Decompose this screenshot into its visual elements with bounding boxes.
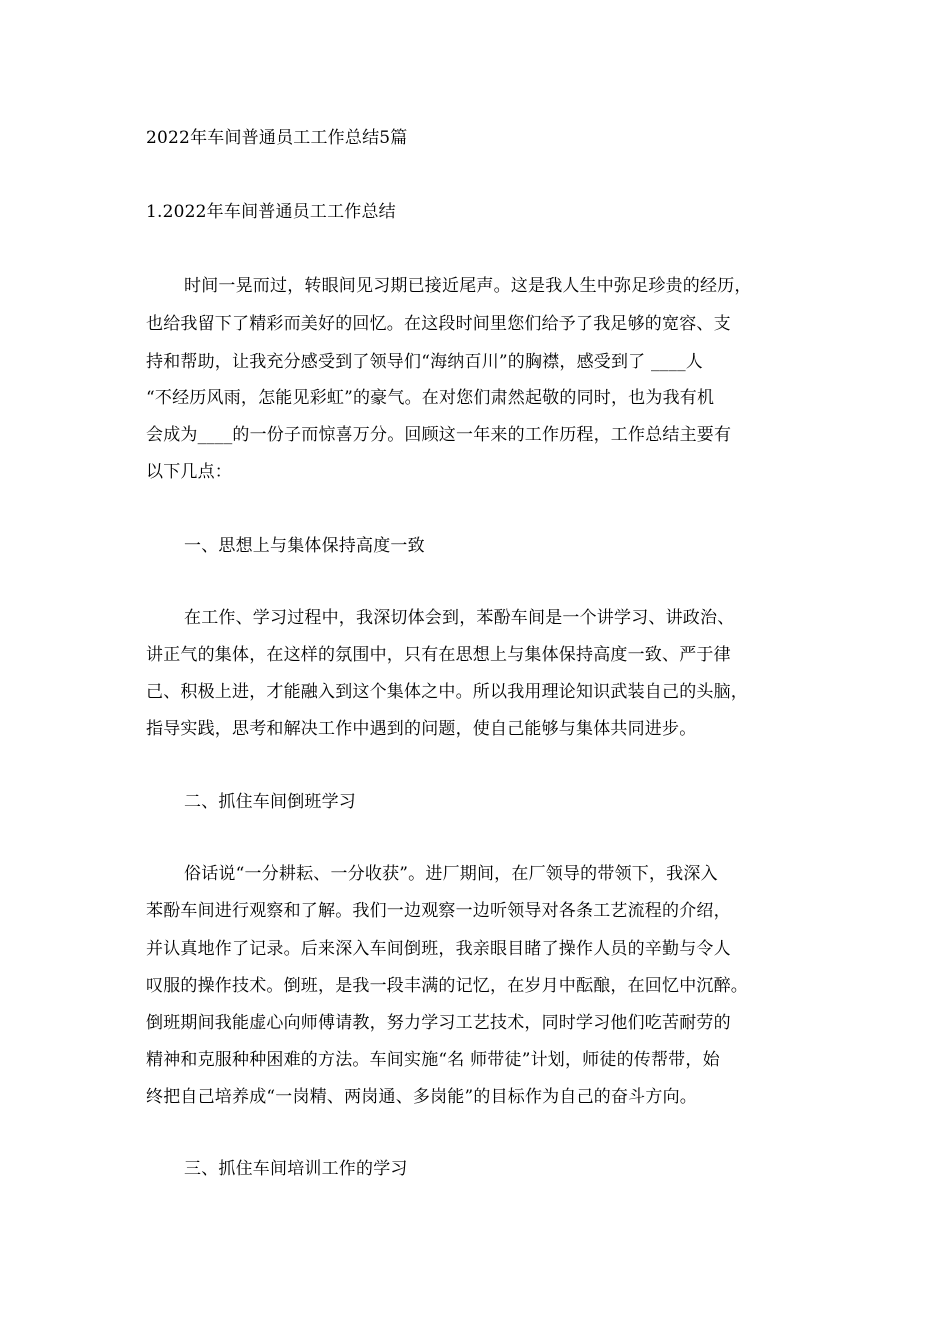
paragraph-line: “不经历风雨，怎能见彩虹”的豪气。在对您们肃然起敬的同时，也为我有机 [146, 388, 715, 408]
paragraph-line: 以下几点： [146, 462, 232, 482]
paragraph-line: 持和帮助，让我充分感受到了领导们“海纳百川”的胸襟，感受到了 ____人 [146, 352, 703, 372]
section-title: 1.2022年车间普通员工工作总结 [146, 202, 396, 222]
heading-1: 一、思想上与集体保持高度一致 [184, 536, 425, 556]
paragraph-line: 时间一晃而过，转眼间见习期已接近尾声。这是我人生中弥足珍贵的经历， [184, 276, 752, 296]
heading-3: 三、抓住车间培训工作的学习 [184, 1159, 408, 1179]
paragraph-line: 指导实践，思考和解决工作中遇到的问题，使自己能够与集体共同进步。 [146, 719, 697, 739]
paragraph-line: 精神和克服种种困难的方法。车间实施“名 师带徒”计划，师徒的传帮带，始 [146, 1050, 720, 1070]
paragraph-line: 会成为____的一份子而惊喜万分。回顾这一年来的工作历程，工作总结主要有 [146, 425, 732, 445]
paragraph-line: 己、积极上进，才能融入到这个集体之中。所以我用理论知识武装自己的头脑， [146, 682, 748, 702]
document-title: 2022年车间普通员工工作总结5篇 [146, 128, 408, 148]
paragraph-line: 叹服的操作技术。倒班，是我一段丰满的记忆，在岁月中酝酿，在回忆中沉醉。 [146, 976, 748, 996]
paragraph-line: 终把自己培养成“一岗精、两岗通、多岗能”的目标作为自己的奋斗方向。 [146, 1087, 697, 1107]
paragraph-line: 倒班期间我能虚心向师傅请教，努力学习工艺技术，同时学习他们吃苦耐劳的 [146, 1013, 731, 1033]
paragraph-line: 苯酚车间进行观察和了解。我们一边观察一边听领导对各条工艺流程的介绍， [146, 901, 731, 921]
paragraph-line: 并认真地作了记录。后来深入车间倒班，我亲眼目睹了操作人员的辛勤与令人 [146, 939, 731, 959]
paragraph-line: 在工作、学习过程中，我深切体会到，苯酚车间是一个讲学习、讲政治、 [184, 608, 735, 628]
heading-2: 二、抓住车间倒班学习 [184, 792, 356, 812]
paragraph-line: 讲正气的集体，在这样的氛围中，只有在思想上与集体保持高度一致、严于律 [146, 645, 731, 665]
paragraph-line: 俗话说“一分耕耘、一分收获”。进厂期间，在厂领导的带领下，我深入 [184, 864, 718, 884]
paragraph-line: 也给我留下了精彩而美好的回忆。在这段时间里您们给予了我足够的宽容、支 [146, 314, 731, 334]
